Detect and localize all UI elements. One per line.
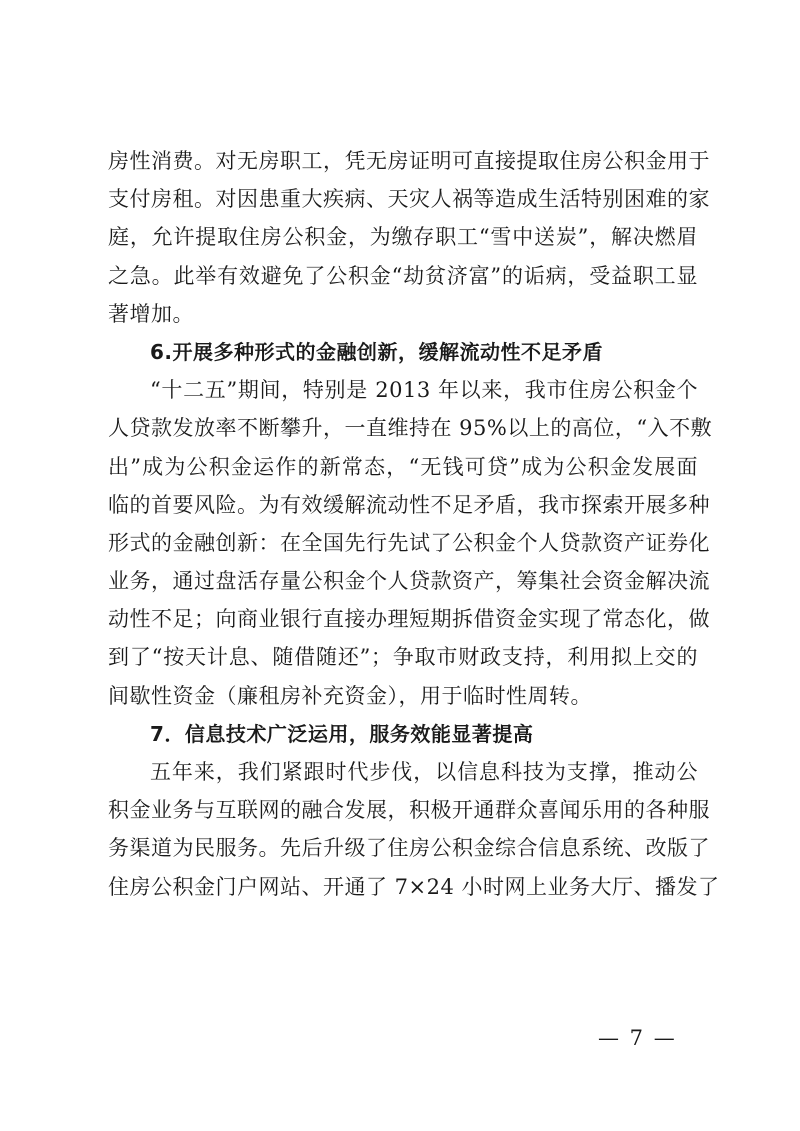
page-body: [108, 142, 720, 906]
text-line: “十二五”期间，特别是 2013 年以来，我市住房公积金个: [150, 378, 698, 403]
text-line: 业务，通过盘活存量公积金个人贷款资产，筹集社会资金解决流: [108, 569, 710, 594]
text-line: 间歇性资金（廉租房补充资金），用于临时性周转。: [108, 683, 592, 708]
text-line: 支付房租。对因患重大疾病、天灾人祸等造成生活特别困难的家: [108, 187, 710, 212]
text-line: 临的首要风险。为有效缓解流动性不足矛盾，我市探索开展多种: [108, 492, 710, 517]
text-line: 到了“按天计息、随借随还”；争取市财政支持，利用拟上交的: [108, 645, 698, 670]
text-line: 五年来，我们紧跟时代步伐，以信息科技为支撑，推动公: [150, 760, 698, 784]
page-number: — 7 —: [598, 1026, 677, 1050]
text-line: 住房公积金门户网站、开通了 7×24 小时网上业务大厅、播发了: [108, 874, 720, 899]
text-line: 庭，允许提取住房公积金，为缴存职工“雪中送炭”，解决燃眉: [108, 225, 698, 250]
text-line: 之急。此举有效避免了公积金“劫贫济富”的诟病，受益职工显: [108, 263, 698, 288]
text-line: 房性消费。对无房职工，凭无房证明可直接提取住房公积金用于: [108, 149, 710, 173]
section-6-paragraph: [108, 371, 713, 715]
section-7-heading: 7．信息技术广泛运用，服务效能显著提高: [150, 721, 534, 746]
text-line: 著增加。: [108, 301, 194, 326]
text-line: 形式的金融创新：在全国先行先试了公积金个人贷款资产证券化: [108, 530, 710, 555]
text-line: 人贷款发放率不断攀升，一直维持在 95%以上的高位，“入不敷: [108, 416, 713, 441]
text-line: 务渠道为民服务。先后升级了住房公积金综合信息系统、改版了: [108, 836, 710, 861]
text-line: 动性不足；向商业银行直接办理短期拆借资金实现了常态化，做: [108, 607, 710, 632]
text-line: 出”成为公积金运作的新常态，“无钱可贷”成为公积金发展面: [108, 454, 698, 479]
text-line: 积金业务与互联网的融合发展，积极开通群众喜闻乐用的各种服: [108, 798, 710, 823]
section-6-heading: 6.开展多种形式的金融创新，缓解流动性不足矛盾: [150, 339, 604, 364]
paragraph-continuation: [108, 142, 710, 333]
section-7-paragraph: [108, 753, 720, 906]
